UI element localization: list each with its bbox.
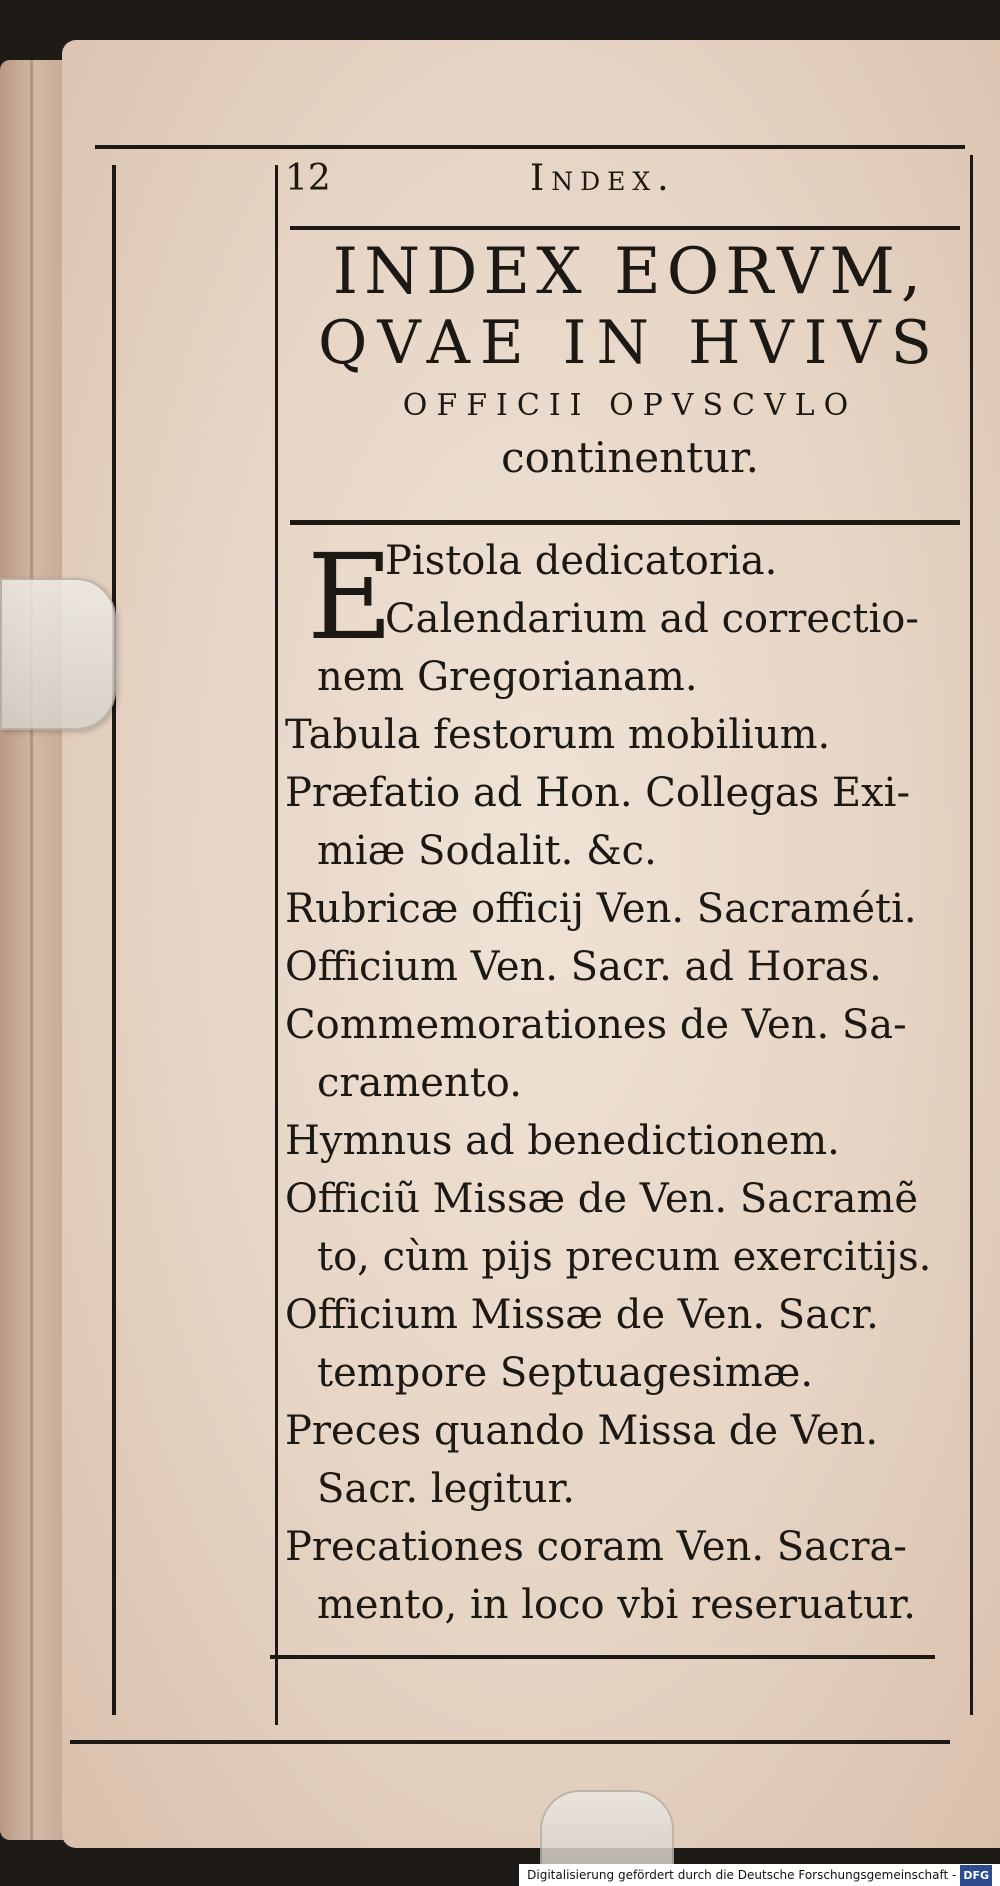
entry-line: mento, in loco vbi reseruatur. xyxy=(317,1582,917,1628)
title-rule xyxy=(290,520,960,525)
entry-line: Pistola dedicatoria. xyxy=(385,538,778,584)
top-rule xyxy=(95,145,965,149)
entry-line: Tabula festorum mobilium. xyxy=(285,712,831,758)
outer-left-rule xyxy=(112,165,116,1715)
digitization-credit xyxy=(519,1864,1000,1886)
bottom-rule xyxy=(70,1740,950,1744)
page-clip-left xyxy=(0,578,116,730)
entry-line: Preces quando Missa de Ven. xyxy=(285,1408,879,1454)
end-rule xyxy=(270,1655,935,1659)
entry-line: Commemorationes de Ven. Sa- xyxy=(285,1002,907,1048)
entry-line: miæ Sodalit. &c. xyxy=(317,828,657,874)
entry-line: nem Gregorianam. xyxy=(317,654,698,700)
entry-line: Precationes coram Ven. Sacra- xyxy=(285,1524,907,1570)
title-line-1: INDEX EORVM, xyxy=(332,235,928,309)
index-entries xyxy=(285,528,980,1634)
title-line-2: QVAE IN HVIVS xyxy=(318,308,942,378)
credit-text: Digitalisierung gefördert durch die Deutsche Forschungsgemeinschaft - xyxy=(527,1868,957,1882)
entry-line: Officium Ven. Sacr. ad Horas. xyxy=(285,944,882,990)
inner-left-rule xyxy=(275,165,278,1725)
entry-line: Officium Missæ de Ven. Sacr. xyxy=(285,1292,879,1338)
entry-line: Sacr. legitur. xyxy=(317,1466,575,1512)
entry-line: to, cùm pijs precum exercitijs. xyxy=(317,1234,932,1280)
head-rule xyxy=(290,226,960,230)
entry-line: Hymnus ad benedictionem. xyxy=(285,1118,840,1164)
header-row xyxy=(285,158,975,208)
entry-line: Calendarium ad correctio- xyxy=(385,596,919,642)
running-head: Index. xyxy=(530,158,676,199)
index-title xyxy=(285,236,975,486)
entry-line: tempore Septuagesimæ. xyxy=(317,1350,814,1396)
title-line-4: continentur. xyxy=(501,433,759,482)
folio-number: 12 xyxy=(285,158,331,199)
entry-line: Præfatio ad Hon. Collegas Exi- xyxy=(285,770,910,816)
entry-line: Rubricæ officij Ven. Sacraméti. xyxy=(285,886,917,932)
entry-line: cramento. xyxy=(317,1060,522,1106)
entry-line: Officiũ Missæ de Ven. Sacramẽ xyxy=(285,1176,919,1222)
dfg-logo: DFG xyxy=(960,1865,992,1886)
title-line-3: OFFICII OPVSCVLO xyxy=(402,388,858,423)
drop-cap: E xyxy=(307,528,394,666)
